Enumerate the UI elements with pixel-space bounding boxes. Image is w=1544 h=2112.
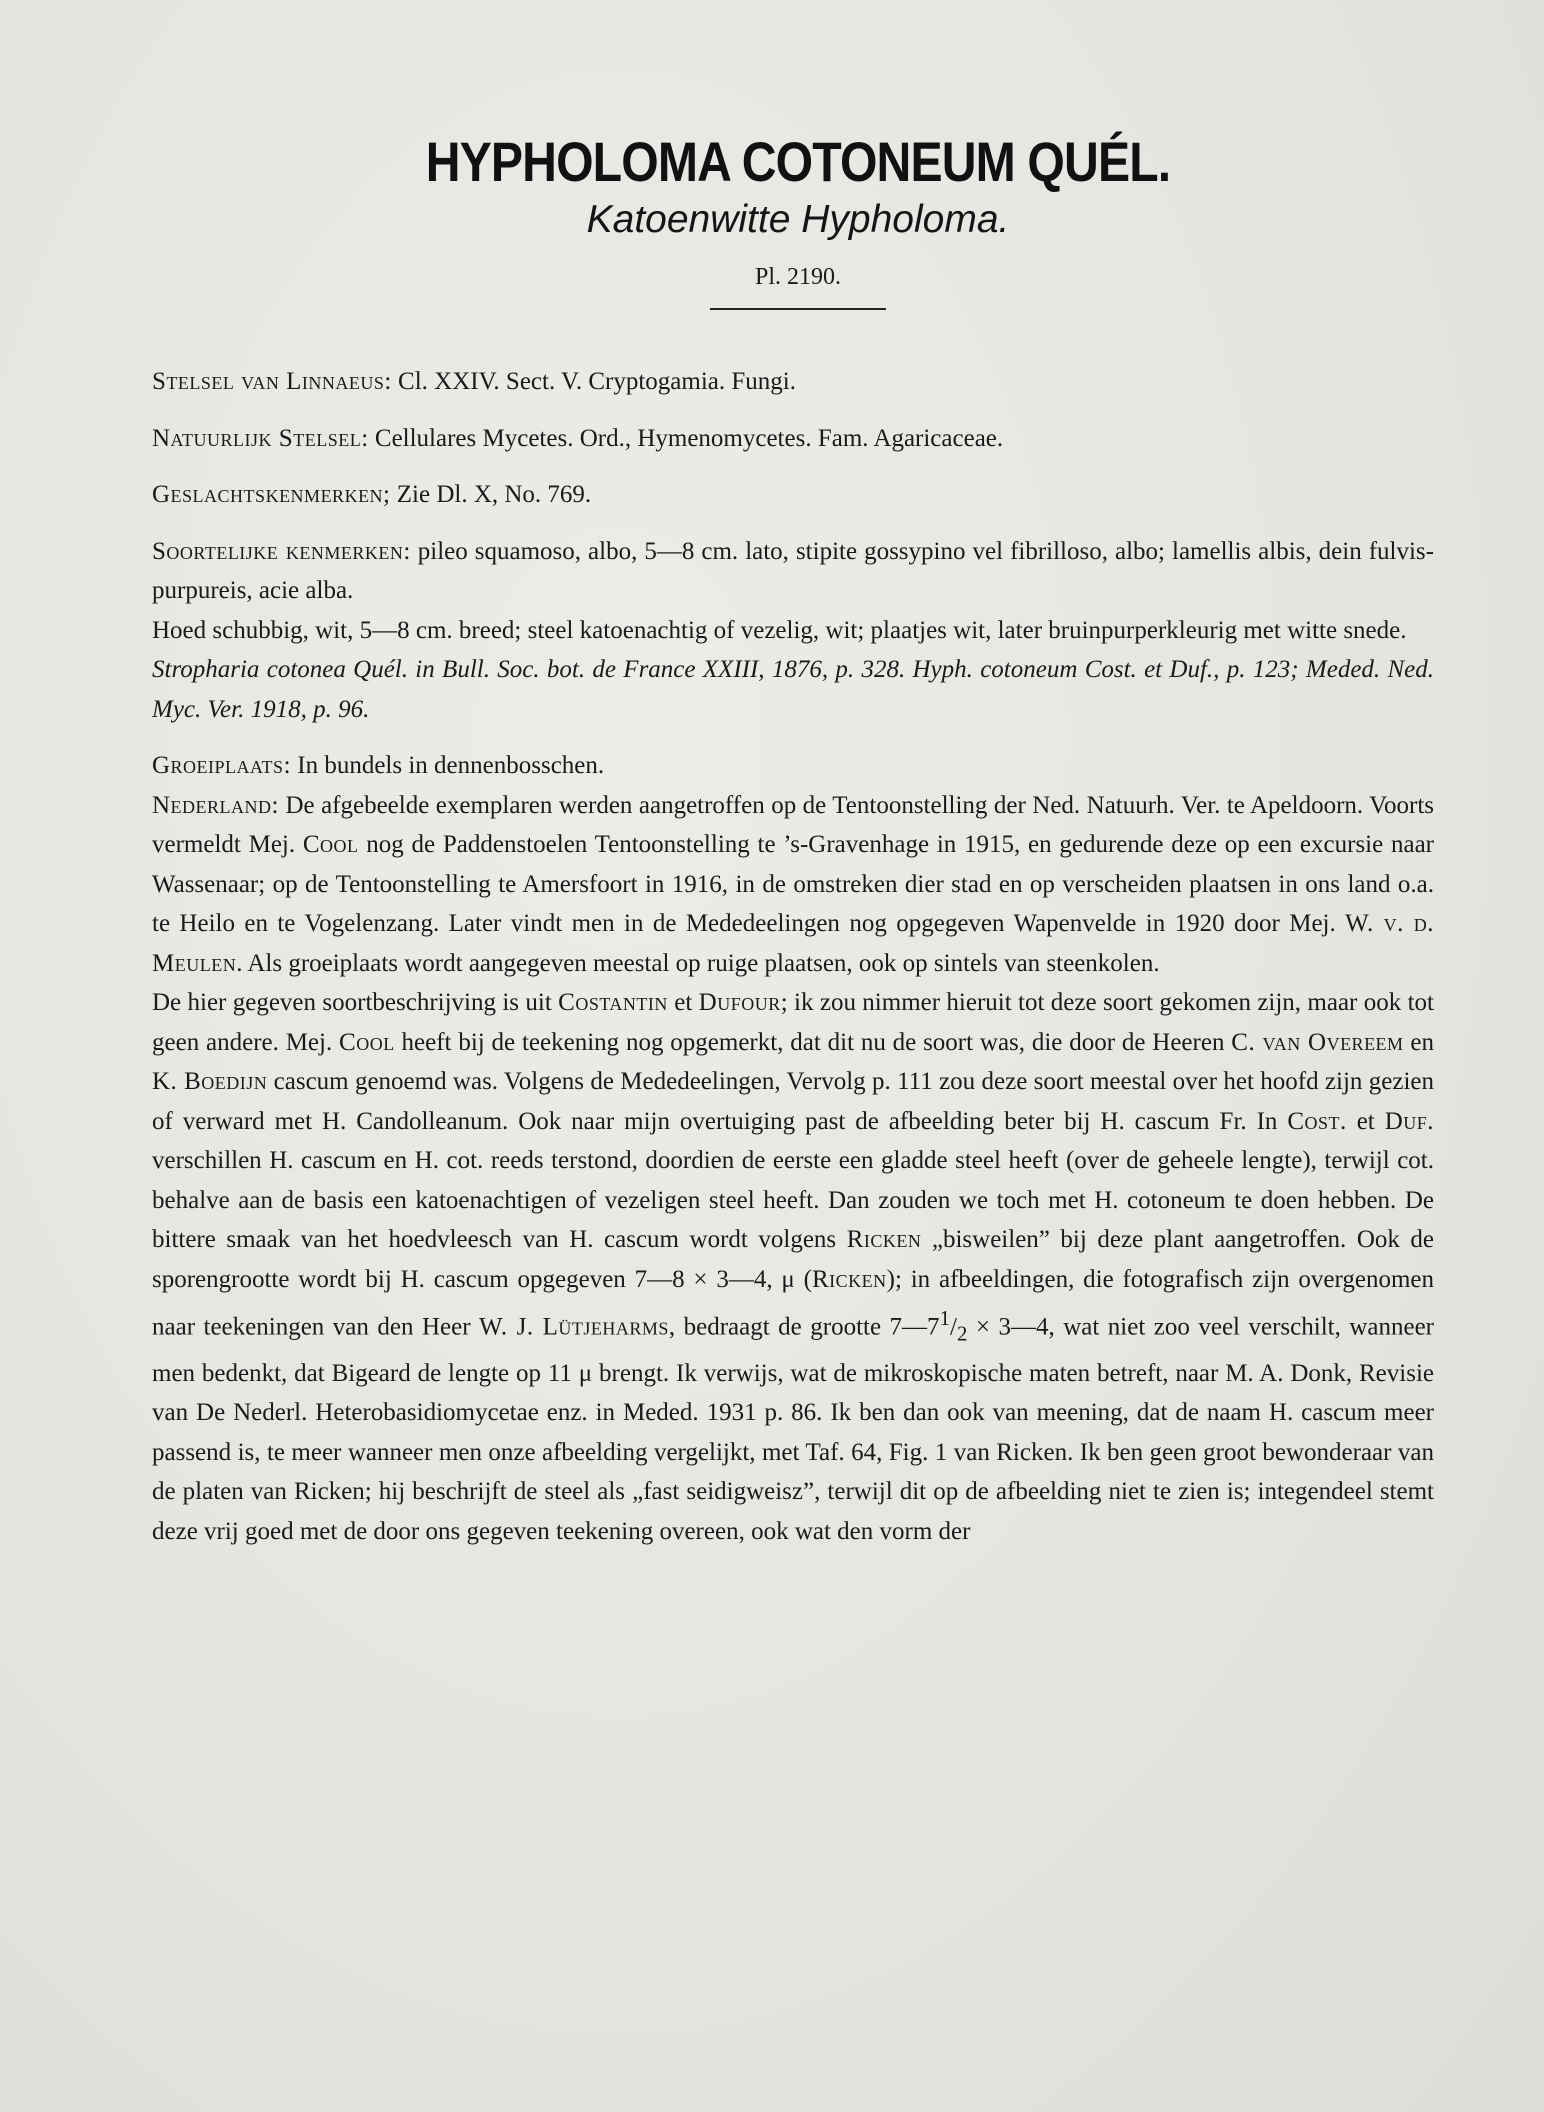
discussion-text-10: ); in afbeeldingen, die fotografisch zijn overgenomen naar teekeningen van den Heer (152, 1265, 1434, 1341)
genus-label: Geslachtskenmerken; (152, 481, 391, 508)
discussion-text-11: , bedraagt de grootte 7—7 (668, 1313, 940, 1341)
species-characters (152, 532, 1434, 611)
page-header (152, 130, 1444, 310)
discussion-text-2: et (667, 989, 699, 1016)
nederland-text-3: . Als groeiplaats wordt aangegeven meestal op ruige plaatsen, ook op sintels van steenkolen. (236, 949, 1160, 977)
genus-text: Zie Dl. X, No. 769. (390, 481, 592, 508)
page-title: HYPHOLOMA COTONEUM QUÉL. (425, 130, 1171, 193)
fraction-slash: / (949, 1313, 957, 1341)
nederland-text-1: De afgebeelde exemplaren werden aangetroffen op de Tentoonstelling der Ned. Natuurh. Ver. te Apeldoorn. Voorts vermeldt Mej. (152, 791, 1434, 858)
abbrev-cost: Cost. (1287, 1107, 1347, 1135)
habitat-text: In bundels in dennenbosschen. (291, 752, 605, 779)
nederland-label: Nederland: (152, 791, 279, 819)
fraction-numerator: 1 (939, 1306, 950, 1330)
habitat (152, 746, 1434, 786)
discussion-paragraph (152, 983, 1434, 1551)
person-name-ricken-2: Ricken (811, 1265, 887, 1293)
natural-text: Cellulares Mycetes. Ord., Hymenomycetes. Fam. Agaricaceae. (368, 424, 1004, 452)
natural-label: Natuurlijk Stelsel: (152, 424, 369, 452)
genus-characters (152, 475, 1434, 515)
title-divider (710, 308, 886, 310)
person-name-lutjeharms: W. J. Lütjeharms (479, 1313, 669, 1341)
person-name-costantin: Costantin (558, 989, 668, 1016)
discussion-text-9: „bisweilen” bij deze plant aangetroffen. Ook de sporengrootte wordt bij H. cascum opgegeven 7—8 × 3—4, μ ( (152, 1226, 1434, 1293)
discussion-text-6: cascum genoemd was. Volgens de Mededeelingen, Vervolg p. 111 zou deze soort meestal over het hoofd zijn gezien of verward met H. Candolleanum. Ook naar mijn overtuiging past de afbeelding beter bij H. cascum Fr. In (152, 1068, 1434, 1135)
nederland-paragraph (152, 786, 1434, 984)
person-name-ricken: Ricken (846, 1226, 922, 1253)
species-references: Stropharia cotonea Quél. in Bull. Soc. bot. de France XXIII, 1876, p. 328. Hyph. cotoneum Cost. et Duf., p. 123; Meded. Ned. Myc. Ver. 1918, p. 96. (152, 656, 1434, 723)
person-name-meulen: W. v. d. Meulen (152, 910, 1434, 977)
species-text: pileo squamoso, albo, 5—8 cm. lato, stipite gossypino vel fibrilloso, albo; lamellis albis, dein fulvis- purpureis, acie alba. (152, 537, 1434, 604)
nederland-text-2: nog de Paddenstoelen Tentoonstelling te ’s-Gravenhage in 1915, en gedurende deze op een excursie naar Wassenaar; op de Tentoonstelling te Amersfoort in 1916, in de omstreken dier stad en op verscheiden plaatsen in ons land o.a. te Heilo en te Vogelenzang. Later vindt men in de Mededeelingen nog opgegeven Wapenvelde in 1920 door Mej. (152, 831, 1434, 937)
plate-number: Pl. 2190. (754, 264, 841, 290)
linnaeus-text: Cl. XXIV. Sect. V. Cryptogamia. Fungi. (391, 368, 796, 395)
linnaeus-label: Stelsel van Linnaeus: (152, 368, 392, 395)
person-name-dufour: Dufour (698, 989, 781, 1016)
person-name-overeem: C. van Overeem (1231, 1028, 1404, 1056)
discussion-text-4: heeft bij de teekening nog opgemerkt, dat dit nu de soort was, die door de Heeren (394, 1028, 1232, 1056)
page-subtitle: Katoenwitte Hypholoma. (586, 198, 1010, 241)
discussion-text-5: en (1403, 1028, 1434, 1056)
person-name-cool-2: Cool (339, 1028, 395, 1056)
person-name-cool: Cool (302, 831, 359, 858)
species-label: Soortelijke kenmerken: (152, 537, 411, 565)
discussion-text-3: ; ik zou nimmer hieruit tot deze soort gekomen zijn, maar ook tot geen andere. Mej. (152, 989, 1435, 1056)
habitat-label: Groeiplaats: (152, 752, 292, 779)
discussion-text-12: × 3—4, wat niet zoo veel verschilt, wanneer men bedenkt, dat Bigeard de lengte op 11 μ brengt. Ik verwijs, wat de mikroskopische maten betreft, naar M. A. Donk, Revisie van De Nederl. Heterobasidiomycetae enz. in Meded. 1931 p. 86. Ik ben dan ook van meening, dat de naam H. cascum meer passend is, te meer wanneer men onze afbeelding vergelijkt, met Taf. 64, Fig. 1 van Ricken. Ik ben geen groot bewonderaar van de platen van Ricken; hij beschrijft de steel als „fast seidigweisz”, terwijl dit op de afbeelding niet te zien is; integendeel stemt deze vrij goed met de door ons gegeven teekening overeen, ook wat den vorm der (152, 1313, 1434, 1545)
fraction-denominator: 2 (956, 1321, 968, 1346)
discussion-text-1: De hier gegeven soortbeschrijving is uit (152, 989, 559, 1016)
natural-system (152, 419, 1434, 459)
person-name-boedijn: K. Boedijn (152, 1068, 268, 1095)
linnaeus-system (152, 362, 1434, 402)
discussion-text-8: verschillen H. cascum en H. cot. reeds terstond, doordien de eerste een gladde steel heeft (over de geheele lengte), terwijl cot. behalve aan de basis een katoenachtigen of vezeligen steel heeft. Dan zouden we toch met H. cotoneum te doen hebben. De bittere smaak van het hoedvleesch van H. cascum wordt volgens (152, 1147, 1434, 1253)
discussion-text-7: et (1346, 1107, 1385, 1135)
document-body (152, 362, 1434, 1551)
abbrev-duf: Duf. (1384, 1107, 1435, 1135)
species-description: Hoed schubbig, wit, 5—8 cm. breed; steel katoenachtig of vezelig, wit; plaatjes wit, later bruinpurperkleurig met witte snede. (152, 616, 1407, 644)
